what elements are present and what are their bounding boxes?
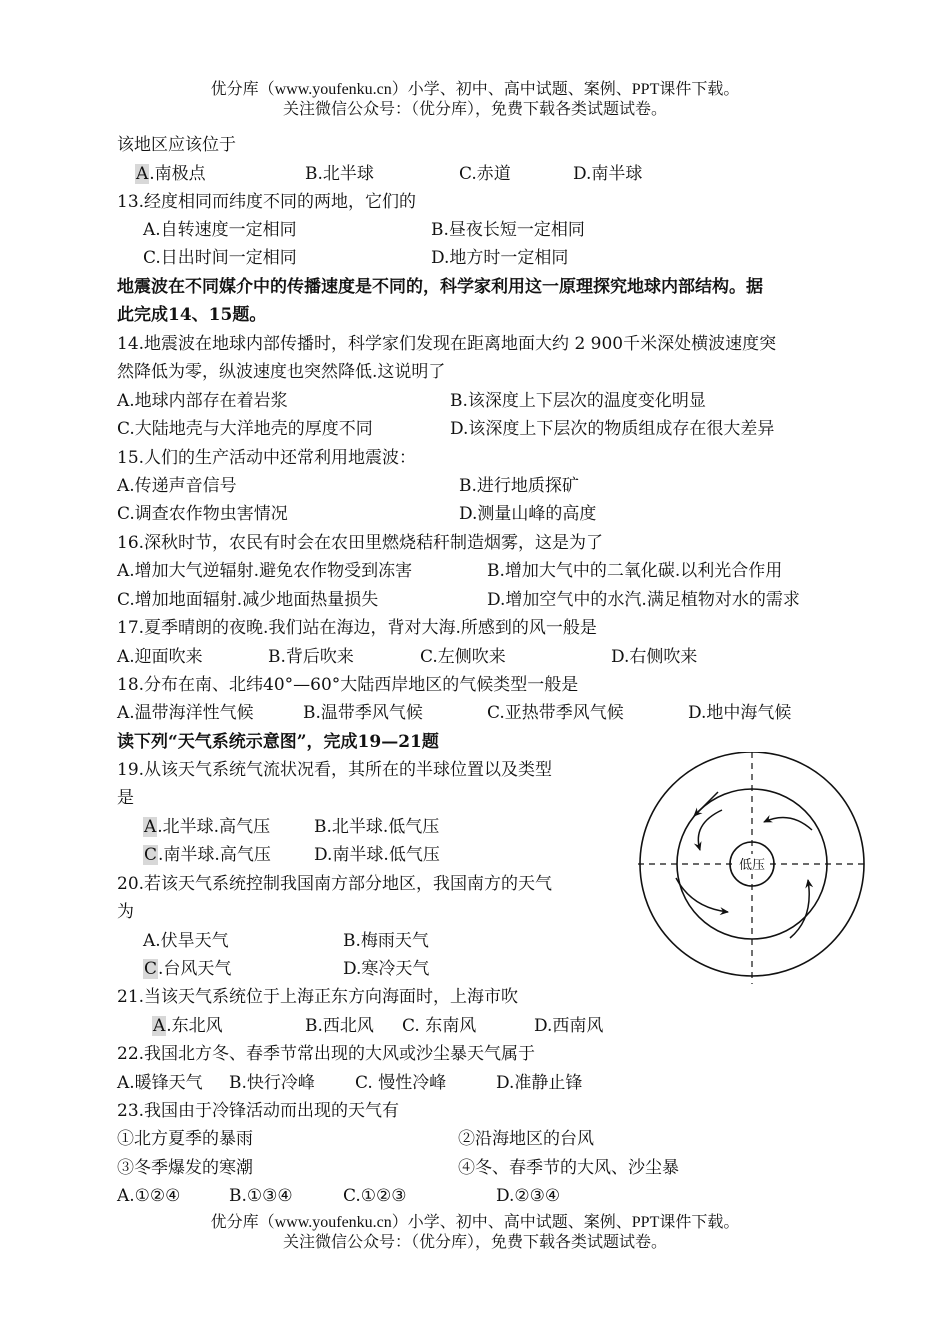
- q21-option-d: D.西南风: [534, 1016, 604, 1036]
- center-label-low-pressure: 低压: [738, 858, 766, 873]
- q15-option-b: B.进行地质探矿: [459, 476, 579, 496]
- intro-14-line-2: 此完成14、15题。: [117, 305, 267, 325]
- q19-option-a: [143, 816, 270, 838]
- q19-option-a-text: .北半球.高气压: [157, 817, 271, 837]
- q23-item-3: ③冬季爆发的寒潮: [117, 1158, 253, 1178]
- q14-stem-line-2: 然降低为零，纵波速度也突然降低.这说明了: [117, 362, 446, 382]
- q18-option-d: D.地中海气候: [688, 703, 792, 723]
- q13-option-a: A.自转速度一定相同: [143, 220, 297, 240]
- q15-option-c: C.调查农作物虫害情况: [117, 504, 288, 524]
- q23-option-d: D.②③④: [496, 1186, 561, 1206]
- q18-option-a: A.温带海洋性气候: [117, 703, 254, 723]
- q19-stem-line-2: 是: [117, 788, 134, 808]
- q13-option-d: D.地方时一定相同: [431, 248, 569, 268]
- q16-option-d: D.增加空气中的水汽.满足植物对水的需求: [487, 590, 800, 610]
- q17-stem: 17.夏季晴朗的夜晚.我们站在海边，背对大海.所感到的风一般是: [117, 618, 597, 638]
- q22-option-d: D.准静止锋: [496, 1073, 583, 1093]
- weather-system-diagram: [630, 752, 880, 992]
- airflow-arrow-top-right: [764, 818, 812, 831]
- page-footer-line-2: 关注微信公众号：（优分库），免费下载各类试题试卷。: [282, 1234, 667, 1251]
- q19-stem-line-1: 19.从该天气系统气流状况看，其所在的半球位置以及类型: [117, 760, 553, 780]
- q12-option-d: D.南半球: [573, 164, 643, 184]
- q13-option-c: C.日出时间一定相同: [143, 248, 297, 268]
- q17-option-b: B.背后吹来: [268, 647, 354, 667]
- q12-option-a-letter: A: [136, 164, 149, 184]
- q12-option-b: B.北半球: [305, 164, 374, 184]
- q19-option-c-letter: C: [144, 845, 158, 865]
- page-header-line-2: 关注微信公众号：（优分库），免费下载各类试题试卷。: [282, 101, 667, 118]
- q14-option-c: C.大陆地壳与大洋地壳的厚度不同: [117, 419, 373, 439]
- q17-option-a: A.迎面吹来: [117, 647, 203, 667]
- q15-option-d: D.测量山峰的高度: [459, 504, 597, 524]
- q19-option-a-letter: A: [144, 817, 157, 837]
- q20-option-a: A.伏旱天气: [143, 931, 229, 951]
- q18-option-c: C.亚热带季风气候: [487, 703, 624, 723]
- q14-option-a: A.地球内部存在着岩浆: [117, 391, 288, 411]
- q23-stem: 23.我国由于冷锋活动而出现的天气有: [117, 1101, 400, 1121]
- airflow-arrow-bottom-right: [790, 880, 809, 938]
- q20-option-c-text: .台风天气: [158, 959, 232, 979]
- q23-item-4: ④冬、春季节的大风、沙尘暴: [458, 1158, 679, 1178]
- q23-option-a: A.①②④: [117, 1186, 181, 1206]
- q14-stem-line-1: 14.地震波在地球内部传播时，科学家们发现在距离地面大约 2 900千米深处横波速度突: [117, 334, 777, 354]
- q16-option-c: C.增加地面辐射.减少地面热量损失: [117, 590, 379, 610]
- q21-option-a-text: .东北风: [166, 1016, 223, 1036]
- q13-option-b: B.昼夜长短一定相同: [431, 220, 585, 240]
- q23-option-c: C.①②③: [343, 1186, 407, 1206]
- q16-stem: 16.深秋时节，农民有时会在农田里燃烧秸秆制造烟雾，这是为了: [117, 533, 604, 553]
- q20-stem-line-2: 为: [117, 902, 134, 922]
- q16-option-a: A.增加大气逆辐射.避免农作物受到冻害: [117, 561, 413, 581]
- q12-option-c: C.赤道: [459, 164, 511, 184]
- q14-option-b: B.该深度上下层次的温度变化明显: [450, 391, 706, 411]
- q15-option-a: A.传递声音信号: [117, 476, 237, 496]
- q23-option-b: B.①③④: [229, 1186, 293, 1206]
- q23-item-1: ①北方夏季的暴雨: [117, 1129, 253, 1149]
- q16-option-b: B.增加大气中的二氧化碳.以利光合作用: [487, 561, 783, 581]
- q17-option-d: D.右侧吹来: [611, 647, 698, 667]
- q12-stem-tail: 该地区应该位于: [117, 135, 236, 155]
- q12-option-a: [135, 163, 206, 185]
- airflow-arrow-top-left: [698, 810, 722, 850]
- q18-stem: 18.分布在南、北纬40°—60°大陆西岸地区的气候类型一般是: [117, 675, 579, 695]
- intro-14-line-1: 地震波在不同媒介中的传播速度是不同的，科学家利用这一原理探究地球内部结构。据: [117, 277, 763, 297]
- q19-option-c: [143, 844, 271, 866]
- q21-option-a-letter: A: [153, 1016, 166, 1036]
- q22-option-b: B.快行冷峰: [229, 1073, 315, 1093]
- q23-item-2: ②沿海地区的台风: [458, 1129, 594, 1149]
- q21-option-b: B.西北风: [305, 1016, 374, 1036]
- q19-option-d: D.南半球.低气压: [314, 845, 440, 865]
- q22-stem: 22.我国北方冬、春季节常出现的大风或沙尘暴天气属于: [117, 1044, 536, 1064]
- q17-option-c: C.左侧吹来: [420, 647, 506, 667]
- q15-stem: 15.人们的生产活动中还常利用地震波：: [117, 448, 417, 468]
- q12-option-a-text: .南极点: [149, 164, 206, 184]
- q21-stem: 21.当该天气系统位于上海正东方向海面时，上海市吹: [117, 987, 519, 1007]
- q18-option-b: B.温带季风气候: [303, 703, 423, 723]
- q20-option-c: [143, 958, 231, 980]
- q20-option-d: D.寒冷天气: [343, 959, 430, 979]
- page-header-line-1: 优分库（www.youfenku.cn）小学、初中、高中试题、案例、PPT课件下载。: [210, 81, 740, 98]
- q20-stem-line-1: 20.若该天气系统控制我国南方部分地区，我国南方的天气: [117, 874, 553, 894]
- airflow-arrow-top-left-outer: [694, 792, 718, 816]
- q21-option-a: [152, 1015, 223, 1037]
- q19-option-c-text: .南半球.高气压: [158, 845, 271, 865]
- q20-option-c-letter: C: [144, 959, 158, 979]
- intro-19-21: 读下列“天气系统示意图”，完成19—21题: [117, 732, 439, 752]
- q14-option-d: D.该深度上下层次的物质组成存在很大差异: [450, 419, 775, 439]
- page-footer-line-1: 优分库（www.youfenku.cn）小学、初中、高中试题、案例、PPT课件下载。: [210, 1214, 740, 1231]
- q19-option-b: B.北半球.低气压: [314, 817, 440, 837]
- q20-option-b: B.梅雨天气: [343, 931, 429, 951]
- q13-stem: 13.经度相同而纬度不同的两地，它们的: [117, 192, 417, 212]
- q21-option-c: C. 东南风: [402, 1016, 477, 1036]
- q22-option-c: C. 慢性冷峰: [355, 1073, 447, 1093]
- q22-option-a: A.暖锋天气: [117, 1073, 203, 1093]
